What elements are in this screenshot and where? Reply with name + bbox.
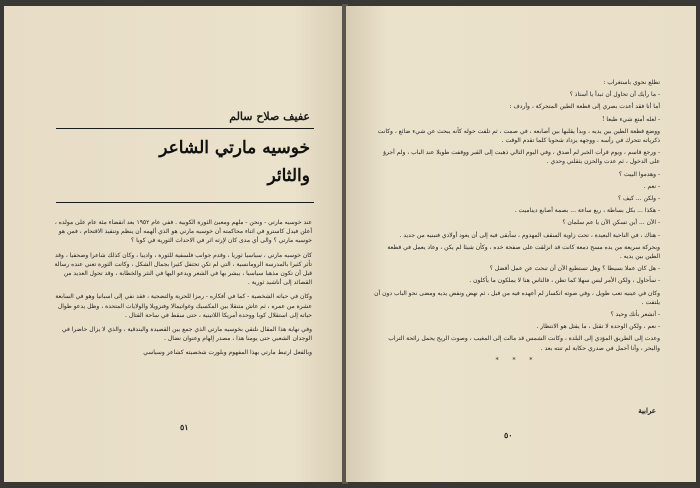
title-rule-bottom — [56, 202, 314, 203]
article-title-line1: خوسيه مارتي الشاعر — [159, 138, 310, 158]
paragraph: - لعله أمتع شيء طبعا ! — [602, 115, 660, 123]
left-page — [4, 6, 344, 482]
paragraph: وكان في عينيه تعب طويل ، وفي صوته انكسار لم أعهده فيه من قبل ، ثم نهض ونفض يديه ومضى نحو الباب دون أن يلتفت . — [374, 289, 660, 306]
paragraph: - الآن ... أين تسكن الآن يا عم سلمان ؟ — [562, 219, 660, 227]
right-page — [346, 6, 696, 482]
left-body-text — [50, 218, 312, 363]
paragraph: ووضع قطعة الطين بين يديه ، وبدأ يقلبها بين أصابعه ، في صمت ، ثم تلفت حوله كأنه يبحث عن شيء ضائع ، وكانت ذكرياته تتحرك في رأسه ، ووجهه يزداد شحوبا كلما تقدم الوقت . — [377, 127, 660, 145]
paragraph: - سأحاول ، ولكن الأمر ليس سهلا كما تظن ، فالناس هنا لا يملكون ما يأكلون . — [469, 277, 660, 285]
page-number-right: ٥٠ — [504, 430, 513, 440]
paragraph: - هكذا ... بكل بساطة ، ربع ساعة ... بصمة أصابع ديناميت . — [514, 207, 660, 215]
signature: عرابية — [638, 406, 656, 415]
paragraph: وكان في حياته الشخصية - كما في أفكاره - رمزا للحرية والتضحية ، فقد نفي إلى اسبانيا وهو في السابعة عشرة من عمره ، ثم عاش متنقلا بين المكسيك وغواتيمالا وفنزويلا والولايات المتحدة ، وظل يدعو طوال حياته إلى استقلال كوبا ووحدة أمريكا اللاتينية ، حتى سقط في ساحة القتال . — [55, 293, 312, 319]
right-body-text — [374, 78, 660, 368]
section-break-stars: * * * — [495, 356, 539, 364]
paragraph: - ولكن ... كيف ؟ — [617, 195, 660, 203]
paragraph: - نعم ، ولكن الوحدة لا تقتل ، ما يقتل هو الانتظار . — [536, 323, 660, 331]
paragraph: - ورجع قاسم ، ويوم قرأت الخبر لم أصدق ، وفي اليوم التالي ذهبت إلى القبر ووقفت طويلا عند الباب ، ولم أجرؤ على الدخول ، ثم عدت والحزن يثقلني وحدي . — [383, 149, 660, 166]
paragraph: وبالفعل ارتبط مارتي بهذا المفهوم وبلورت شخصيته كشاعر وسياسي — [143, 349, 312, 357]
paragraph: - نعم . — [643, 182, 660, 190]
paragraph: - وهدموا البيت ؟ — [618, 170, 660, 178]
title-rule-top — [56, 128, 314, 129]
paragraph: كان خوسيه مارتي ، سياسيا ثوريا ، وقدم جوانب فلسفية للثورة ، واديبا ، وكان كذلك شاعرا وصحفيا ، وقد تأثر كثيرا بالمدرسة الرومانسية ، التي لم تكن تحتفل كثيرا بجمال الشكل ، وكانت الثورة تعني عنده رسالة قبل أن تكون مذهبا سياسيا ، يبشر بها في الشعر ويدعو اليها في النثر والخطابة ، وقد تحول العديد من القصائد إلى أناشيد ثورية . — [54, 251, 312, 287]
author-name: عفيف صلاح سالم — [229, 110, 310, 123]
paragraph: عند خوسيه مارتي - ونحن - ملهم ومعبئ الثورة الكوبية . ففي عام ١٩٥٢ بعد انقضاء مئة عام على مولده ، أعلن فيدل كاسترو في اثناء محاكمته أن خوسيه مارتي هو الذي ألهمه أن ينظم وتنفيذ الاقتحام ، فمن هو خوسيه مارتي ؟ والى أي مدى كان لإرثه اثر في الاحداث الثورية في كوبا ؟ — [54, 219, 312, 245]
paragraph: تطلع نحوي باستغراب : — [603, 79, 660, 86]
paragraph: وعدت إلى الطريق المؤدي إلى البلدة ، وكانت الشمس قد مالت إلى المغيب ، وصوت الريح يحمل رائحة التراب والبحر ، وأنا أحمل في صدري حكاية لم تنته بعد . — [388, 335, 660, 352]
paragraph: وفي نهاية هذا المقال نلتقي بخوسيه مارتي الذي جمع بين القصيدة والبندقية ، والذي لا يزال حاضرا في الوجدان الشعبي حتى يومنا هذا ، مصدر إلهام وعنوان نضال . — [61, 326, 312, 343]
paragraph: - أتشعر بأنك وحيد ؟ — [610, 311, 660, 319]
paragraph: وبحركة سريعة من يده مسح دمعة كانت قد انزلقت على صفحة خده ، وكأن شيئا لم يكن ، وعاد يعمل في قطعة الطين بين يديه . — [387, 243, 660, 261]
paragraph: - هناك ، في الناحية البعيدة ، تحت زاوية السقف المهدوم ، سأبقى فيه إلى أن يعود أولادي فنبنيه من جديد . — [399, 231, 660, 239]
paragraph: أما أنا فقد أعدت بصري إلى قطعة الطين المتحركة ، وأردف : — [509, 103, 660, 111]
page-number-left: ٥١ — [180, 422, 189, 432]
article-title-line2: والثائر — [267, 166, 310, 186]
paragraph: - ما رأيك أن تحاول أن تبدأ يا أستاذ ؟ — [569, 91, 660, 99]
paragraph: - هل كان عملا بسيطا ؟ وهل تستطيع الآن أن تبحث عن عمل أفضل ؟ — [489, 265, 660, 273]
